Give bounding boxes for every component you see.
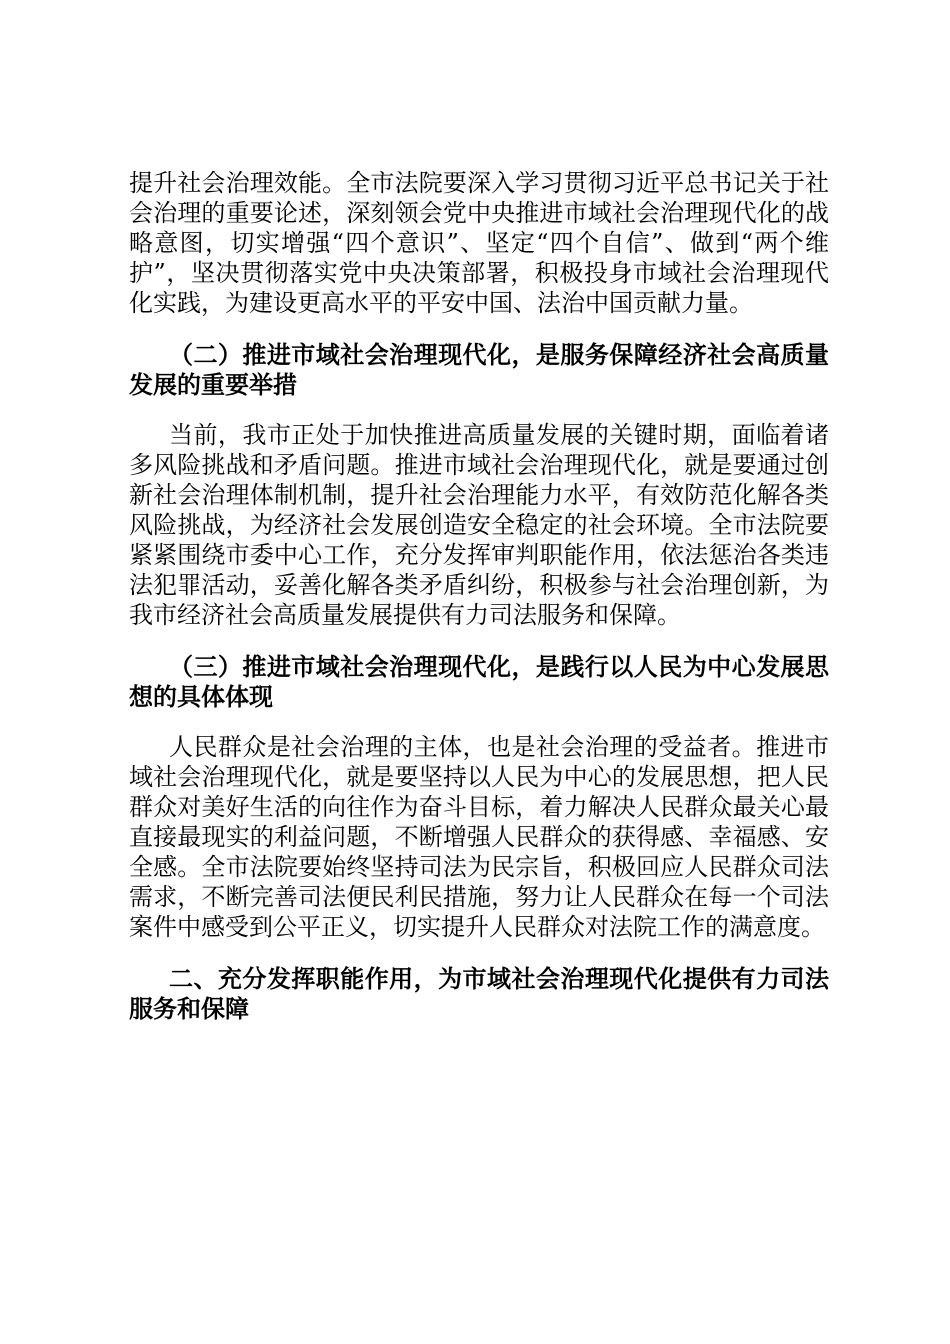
document-page [129,168,829,1024]
paragraph-section-2: 当前，我市正处于加快推进高质量发展的关键时期，面临着诸多风险挑战和矛盾问题。推进市域社会治理现代化，就是要通过创新社会治理体制机制，提升社会治理能力水平，有效防范化解各类风险挑战，为经济社会发展创造安全稳定的社会环境。全市法院要紧紧围绕市委中心工作，充分发挥审判职能作用，依法惩治各类违法犯罪活动，妥善化解各类矛盾纠纷，积极参与社会治理创新，为我市经济社会高质量发展提供有力司法服务和保障。 [129,421,829,629]
section-heading-2: （二）推进市域社会治理现代化，是服务保障经济社会高质量发展的重要举措 [129,341,829,399]
chapter-heading-2: 二、充分发挥职能作用，为市域社会治理现代化提供有力司法服务和保障 [129,965,829,1023]
section-heading-3: （三）推进市域社会治理现代化，是践行以人民为中心发展思想的具体体现 [129,653,829,711]
paragraph-intro: 提升社会治理效能。全市法院要深入学习贯彻习近平总书记关于社会治理的重要论述，深刻领会党中央推进市域社会治理现代化的战略意图，切实增强“四个意识”、坚定“四个自信”、做到“两个维护”，坚决贯彻落实党中央决策部署，积极投身市域社会治理现代化实践，为建设更高水平的平安中国、法治中国贡献力量。 [129,169,829,317]
paragraph-section-3: 人民群众是社会治理的主体，也是社会治理的受益者。推进市域社会治理现代化，就是要坚持以人民为中心的发展思想，把人民群众对美好生活的向往作为奋斗目标，着力解决人民群众最关心最直接最现实的利益问题，不断增强人民群众的获得感、幸福感、安全感。全市法院要始终坚持司法为民宗旨，积极回应人民群众司法需求，不断完善司法便民利民措施，努力让人民群众在每一个司法案件中感受到公平正义，切实提升人民群众对法院工作的满意度。 [129,733,829,941]
